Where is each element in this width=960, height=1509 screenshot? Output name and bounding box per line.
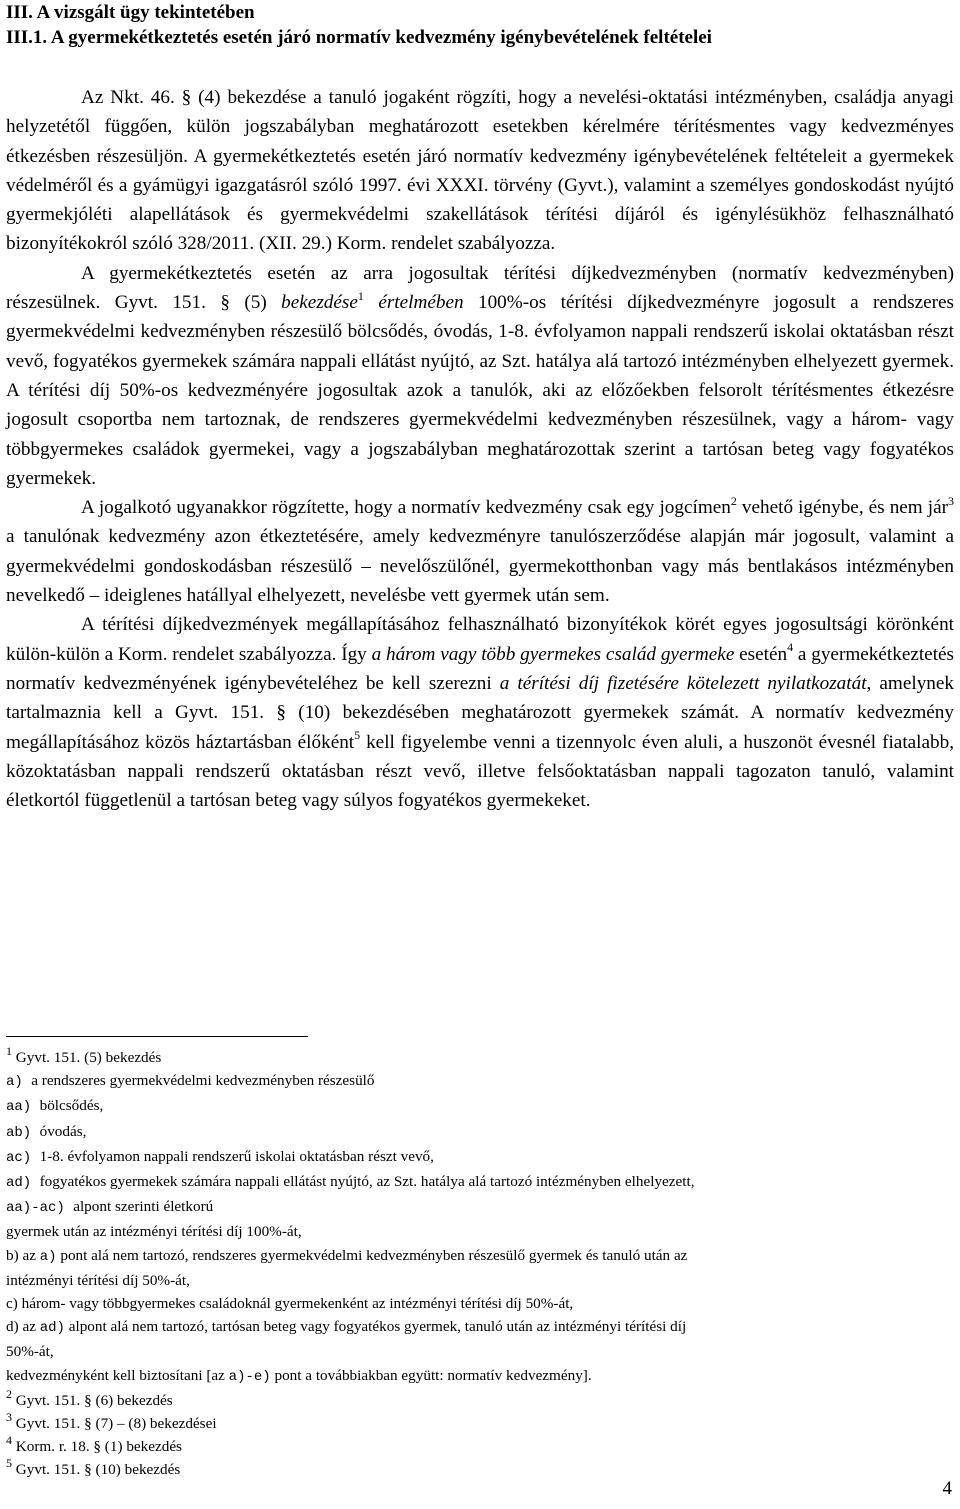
item-marker: aa) <box>6 1099 40 1116</box>
footnote-ref-2[interactable]: 2 <box>730 493 737 508</box>
paragraph-4-text-d: , amelynek tartalmaznia kell a Gyvt. 151. § (10) bekezdésében meghatározott gyermekek számát. A normatív kedvezmény megállapításához közös háztartásban élőként <box>6 672 954 753</box>
footnotes <box>6 1043 954 1482</box>
footnote-1-line <box>6 1220 954 1243</box>
paragraph-3-text-a: A jogalkotó ugyanakkor rögzítette, hogy a normatív kedvezmény csak egy jogcímen <box>81 497 731 519</box>
body-text <box>6 83 954 815</box>
footnote-number: 1 <box>6 1043 12 1058</box>
footnote-4 <box>6 1435 954 1458</box>
footnote-1-item-d <box>6 1315 954 1340</box>
footnote-ref-3[interactable]: 3 <box>948 493 955 508</box>
footnote-number: 5 <box>6 1456 12 1471</box>
item-text: a rendszeres gyermekvédelmi kedvezményben részesülő <box>31 1072 375 1090</box>
paragraph-4 <box>6 610 954 815</box>
footnote-1 <box>6 1043 954 1069</box>
item-marker: b) az <box>6 1246 40 1264</box>
paragraph-2-italic-a: bekezdése <box>281 292 358 314</box>
footnote-1-item-b-cont <box>6 1269 954 1292</box>
footnote-number: 4 <box>6 1433 12 1448</box>
item-ref: a)-e) <box>228 1368 271 1385</box>
footnote-separator <box>6 1036 308 1037</box>
paragraph-4-text-e: kell figyelembe venni a tizennyolc éven aluli, a huszonöt évesnél fiatalabb, közoktatásban nappali rendszerű oktatásban részt vevő, illetve felsőoktatásban nappali tagozaton tanuló, valamint életkortól függetlenül a tartósan beteg vagy súlyos fogyatékos gyermekeket. <box>6 731 954 812</box>
section-heading: III. A vizsgált ügy tekintetében <box>6 2 255 23</box>
footnote-1-item-aa <box>6 1094 954 1119</box>
item-marker: a) <box>6 1074 32 1091</box>
paragraph-4-italic-a: a három vagy több gyermekes család gyermeke <box>371 643 735 665</box>
page-number: 4 <box>942 1478 952 1499</box>
footnote-1-item-b <box>6 1244 954 1269</box>
footnote-1-item-d-cont <box>6 1340 954 1363</box>
footnote-number: 2 <box>6 1386 12 1401</box>
paragraph-2-text-a: A gyermekétkeztetés esetén az arra jogosultak térítési díjkedvezményben (normatív kedvezményben) részesülnek. Gyvt. 151. § (5) <box>6 262 954 314</box>
item-text: bölcsődés, <box>39 1097 104 1115</box>
footnote-ref-5[interactable]: 5 <box>354 728 361 743</box>
item-marker: ad) <box>6 1175 40 1192</box>
item-text: alpont alá nem tartozó, tartósan beteg vagy fogyatékos gyermek, tanuló után az intézményi térítési díj <box>64 1318 687 1336</box>
paragraph-2 <box>6 259 954 493</box>
paragraph-1-text: Az Nkt. 46. § (4) bekezdése a tanuló jogaként rögzíti, hogy a nevelési-oktatási intézményben, családja anyagi helyzetétől függően, külön jogszabályban meghatározott esetekben kérelmére térítésmentes vagy kedvezményes étkezésben részesüljön. A gyermekétkeztetés esetén járó normatív kedvezmény igénybevételének feltételeit a gyermekek védelméről és a gyámügyi igazgatásról szóló 1997. évi XXXI. törvény (Gyvt.), valamint a személyes gondoskodást nyújtó gyermekjóléti alapellátások és gyermekvédelmi szakellátások térítési díjáról és igénylésükhöz felhasználható bizonyítékokról szóló 328/2011. (XII. 29.) Korm. rendelet szabályozza. <box>6 87 954 255</box>
paragraph-2-text-b: 100%-os térítési díjkedvezményre jogosult a rendszeres gyermekvédelmi kedvezményben részesülő bölcsődés, óvodás, 1-8. évfolyamon nappali rendszerű iskolai oktatásban részt vevő, fogyatékos gyermekek számára nappali ellátást nyújtó, az Szt. hatálya alá tartozó intézményben elhelyezett gyermek. A térítési díj 50%-os kedvezményére jogosultak azok a tanulók, aki az előzőekben felsorolt térítésmentes étkezésre jogosult csoportba nem tartoznak, de rendszeres gyermekvédelmi kedvezményben részesülnek, vagy a három- vagy többgyermekes családok gyermekei, vagy a jogszabályban meghatározottak szerint a tartósan beteg vagy fogyatékos gyermekek. <box>6 292 954 489</box>
item-text: óvodás, <box>39 1122 87 1140</box>
footnote-ref-1[interactable]: 1 <box>357 288 364 303</box>
item-text: pont a továbbiakban együtt: normatív kedvezmény]. <box>270 1366 592 1384</box>
item-text: fogyatékos gyermekek számára nappali ellátást nyújtó, az Szt. hatálya alá tartozó intézményben elhelyezett, <box>39 1173 695 1191</box>
item-ref: a) <box>39 1248 57 1265</box>
item-marker: d) az <box>6 1318 40 1336</box>
subsection-heading: III.1. A gyermekétkeztetés esetén járó normatív kedvezmény igénybevételének feltételei <box>6 27 712 48</box>
paragraph-3-text-c: a tanulónak kedvezmény azon étkeztetésére, amely kedvezményre tanulószerződése alapján már jogosult, valamint a gyermekvédelmi gondoskodásban részesülő – nevelőszülőnél, gyermekotthonban vagy más bentlakásos intézményben nevelkedő – ideiglenes hatállyal elhelyezett, nevelésbe vett gyermek után sem. <box>6 526 954 607</box>
footnote-5 <box>6 1458 954 1481</box>
footnote-text: Gyvt. 151. § (6) bekezdés <box>12 1391 173 1409</box>
paragraph-1 <box>6 83 954 259</box>
footnote-number: 3 <box>6 1409 12 1424</box>
footnote-1-item-ad <box>6 1170 954 1195</box>
footnote-1-closing <box>6 1364 954 1389</box>
paragraph-2-italic-b: értelmében <box>363 292 464 314</box>
paragraph-4-italic-b: a térítési díj fizetésére kötelezett nyilatkozatát <box>499 672 867 694</box>
footnote-1-item-ac <box>6 1145 954 1170</box>
paragraph-3 <box>6 493 954 610</box>
paragraph-4-text-c: a gyermekétkeztetés normatív kedvezményének igénybevételéhez be kell szerezni <box>6 643 955 694</box>
item-text: intézményi térítési díj 50%-át, <box>6 1271 190 1289</box>
footnote-1-item-aa-ac <box>6 1195 954 1220</box>
item-marker: ac) <box>6 1149 40 1166</box>
item-text: alpont szerinti életkorú <box>73 1198 214 1216</box>
footnote-ref-4[interactable]: 4 <box>787 640 794 655</box>
item-ref: ad) <box>39 1320 65 1337</box>
item-text: három- vagy többgyermekes családoknál gyermekenként az intézményi térítési díj 50%-át, <box>21 1295 574 1313</box>
footnote-3 <box>6 1409 954 1435</box>
item-text: gyermek után az intézményi térítési díj 100%-át, <box>6 1223 302 1241</box>
paragraph-4-text-b: esetén <box>734 643 788 665</box>
item-text: kedvezményként kell biztosítani [az <box>6 1366 229 1384</box>
item-text: 1-8. évfolyamon nappali rendszerű iskolai oktatásban részt vevő, <box>39 1147 434 1165</box>
footnote-2 <box>6 1386 954 1412</box>
item-text: pont alá nem tartozó, rendszeres gyermekvédelmi kedvezményben részesülő gyermek és tanuló után az <box>56 1246 688 1264</box>
footnote-text: Gyvt. 151. § (7) – (8) bekezdései <box>12 1415 217 1433</box>
item-marker: ab) <box>6 1124 40 1141</box>
item-marker: aa)-ac) <box>6 1200 74 1217</box>
footnote-text: Korm. r. 18. § (1) bekezdés <box>12 1438 182 1456</box>
footnote-text: Gyvt. 151. § (10) bekezdés <box>12 1461 181 1479</box>
item-text: 50%-át, <box>6 1343 54 1361</box>
footnote-1-item-ab <box>6 1120 954 1145</box>
footnote-text: Gyvt. 151. (5) bekezdés <box>12 1049 162 1066</box>
paragraph-3-text-b: vehető igénybe, és nem jár <box>736 497 949 519</box>
paragraph-4-text-a: A térítési díjkedvezmények megállapításához felhasználható bizonyítékok körét egyes jogosultsági körönként külön-külön a Korm. rendelet szabályozza. Így <box>6 614 954 665</box>
item-marker: c) <box>6 1295 22 1313</box>
footnote-1-item-a <box>6 1069 954 1094</box>
footnote-1-item-c <box>6 1292 954 1315</box>
